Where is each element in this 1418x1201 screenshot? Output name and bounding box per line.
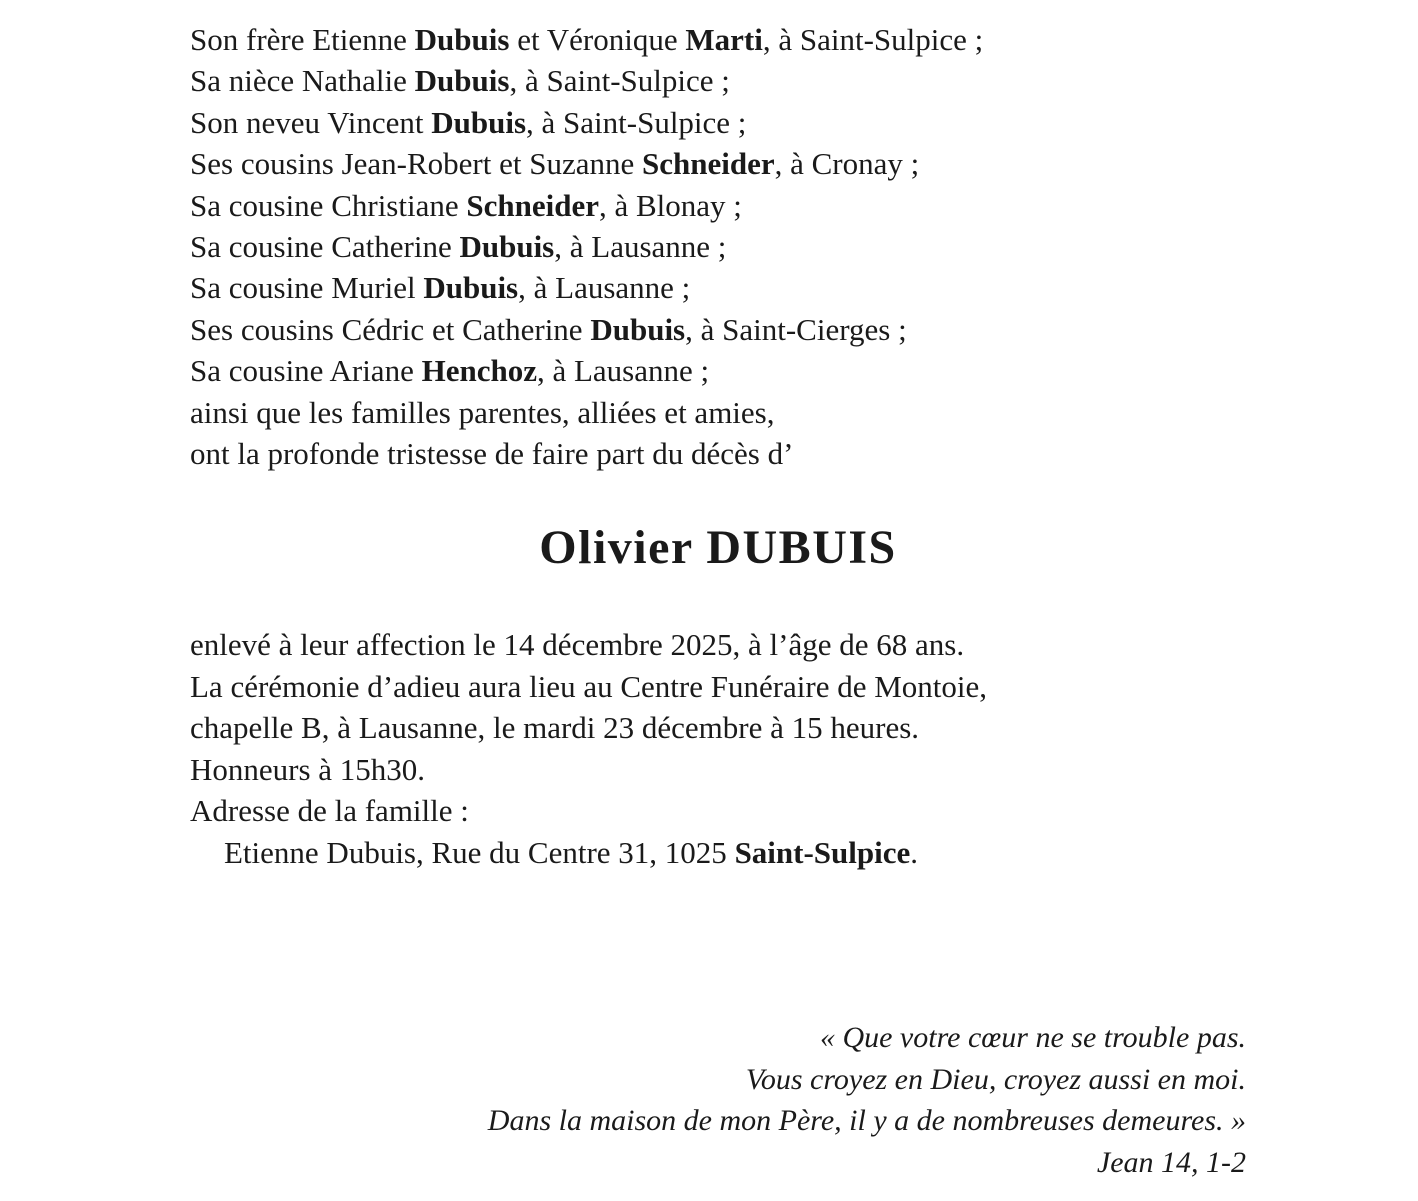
- text-segment: ainsi que les familles parentes, alliées et amies,: [190, 394, 775, 430]
- family-line-4: [190, 143, 983, 184]
- surname-bold: Schneider: [641, 146, 775, 182]
- surname-bold: Schneider: [466, 187, 599, 223]
- text-segment: Etienne Dubuis, Rue du Centre 31, 1025: [224, 834, 735, 870]
- text-segment: ont la profonde tristesse de faire part du décès d’: [190, 436, 794, 472]
- text-segment: Sa cousine Muriel: [190, 270, 424, 306]
- text-segment: , à Lausanne ;: [554, 229, 727, 265]
- family-line-10: [190, 392, 983, 433]
- announcement-line-3: chapelle B, à Lausanne, le mardi 23 décembre à 15 heures.: [190, 710, 920, 746]
- text-segment: Sa cousine Ariane: [190, 353, 422, 389]
- family-address-line: [190, 832, 987, 874]
- text-segment: et Véronique: [509, 22, 686, 57]
- announcement-line-5: Adresse de la famille :: [190, 793, 469, 829]
- family-list: [190, 19, 983, 474]
- quote-line-2: Vous croyez en Dieu, croyez aussi en moi.: [745, 1062, 1246, 1096]
- text-segment: , à Saint-Cierges ;: [685, 311, 907, 347]
- announcement-line-2: La cérémonie d’adieu aura lieu au Centre Funéraire de Montoie,: [190, 668, 988, 704]
- surname-bold: Dubuis: [414, 22, 510, 57]
- announcement-line-1: enlevé à leur affection le 14 décembre 2025, à l’âge de 68 ans.: [190, 627, 965, 662]
- deceased-name: Olivier DUBUIS: [539, 521, 897, 574]
- text-segment: , à Blonay ;: [599, 187, 742, 223]
- quote-reference: Jean 14, 1-2: [1096, 1145, 1246, 1179]
- surname-bold: Marti: [685, 22, 763, 57]
- announcement-block: [190, 624, 987, 874]
- text-segment: , à Saint-Sulpice ;: [526, 104, 747, 140]
- surname-bold: Dubuis: [414, 63, 510, 99]
- text-segment: , à Lausanne ;: [518, 270, 691, 306]
- announcement-line-4: Honneurs à 15h30.: [190, 751, 426, 787]
- scripture-quote: [488, 1017, 1246, 1183]
- family-line-8: [190, 309, 983, 350]
- family-line-2: [190, 60, 983, 101]
- text-segment: Son frère Etienne: [190, 22, 415, 57]
- quote-line-1: « Que votre cœur ne se trouble pas.: [819, 1021, 1246, 1054]
- text-segment: Sa nièce Nathalie: [190, 63, 415, 99]
- surname-bold: Dubuis: [431, 104, 527, 140]
- family-line-11: [190, 433, 983, 474]
- surname-bold: Henchoz: [421, 353, 537, 389]
- text-segment: , à Lausanne ;: [536, 353, 710, 389]
- text-segment: Ses cousins Cédric et Catherine: [190, 311, 591, 347]
- family-line-7: [190, 267, 983, 308]
- text-segment: , à Saint-Sulpice ;: [762, 22, 984, 57]
- text-segment: Son neveu Vincent: [190, 104, 432, 140]
- quote-line-3: Dans la maison de mon Père, il y a de nombreuses demeures. »: [487, 1104, 1246, 1137]
- text-segment: , à Cronay ;: [774, 146, 920, 182]
- family-line-9: [190, 350, 983, 391]
- surname-bold: Dubuis: [459, 229, 555, 265]
- surname-bold: Dubuis: [423, 270, 519, 306]
- text-segment: .: [910, 834, 919, 870]
- place-bold: Saint-Sulpice: [734, 834, 911, 870]
- family-line-1: [190, 19, 983, 60]
- text-segment: , à Saint-Sulpice ;: [509, 63, 730, 99]
- surname-bold: Dubuis: [590, 311, 686, 347]
- family-line-5: [190, 185, 983, 226]
- family-line-3: [190, 102, 983, 143]
- family-line-6: [190, 226, 983, 267]
- text-segment: Ses cousins Jean-Robert et Suzanne: [190, 146, 642, 182]
- text-segment: Sa cousine Christiane: [190, 187, 467, 223]
- text-segment: Sa cousine Catherine: [190, 229, 460, 265]
